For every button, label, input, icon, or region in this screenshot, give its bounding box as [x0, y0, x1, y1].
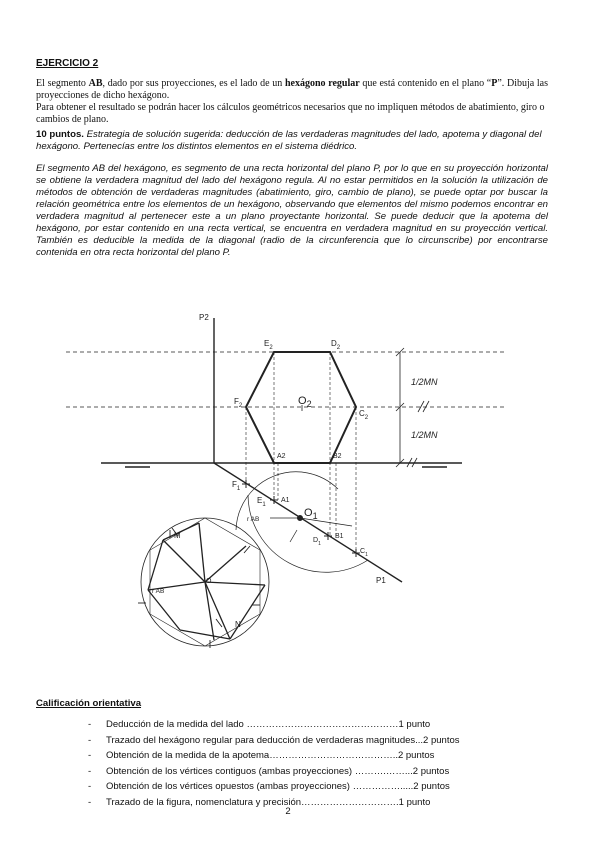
label-a1: A1	[281, 497, 290, 504]
label-f2: $F_2$	[234, 397, 243, 409]
grading-item: - Trazado de la figura, nomenclatura y precisión………………………….1 punto	[88, 795, 518, 811]
label-rab-small: r AB	[247, 516, 260, 523]
equal-mark	[423, 401, 429, 412]
grading-item: - Obtención de la medida de la apotema…………………………………..2 puntos	[88, 748, 518, 764]
label-f1: $F_1$	[232, 480, 241, 492]
page-number: 2	[285, 806, 291, 817]
label-c1: $C_1$	[360, 548, 368, 558]
hexagon-vertical-projection	[246, 352, 356, 463]
label-o1: $O_1$	[304, 507, 318, 521]
label-b1: B1	[335, 533, 344, 540]
label-c2: $C_2$	[359, 409, 369, 421]
label-a2: A2	[277, 453, 286, 460]
trace-p1	[214, 463, 402, 582]
label-d2: $D_2$	[331, 339, 341, 351]
exercise-heading: EJERCICIO 2	[36, 58, 99, 69]
o1-point	[298, 516, 303, 521]
strategy-text: Estrategia de solución sugerida: deducción de las verdaderas magnitudes del lado, apotema y diagonal del hexágono. Pertenecías entre los distintos elementos en el sistema diédrico.	[36, 129, 542, 152]
statement-plane: P	[491, 78, 498, 89]
statement-hexagon: hexágono regular	[284, 78, 360, 89]
statement-text: El segmento	[36, 78, 89, 89]
explanation-paragraph: El segmento AB del hexágono, es segmento de una recta horizontal del plano P, por lo que en su proyección horizontal se obtiene la verdadera magnitud del lado del hexágono regula. Al no estar permitidos en la solución la utilización de métodos de obtención de verdaderas magnitudes (abatimiento, giro, cambio de plano), se puede optar por buscar la relación geométrica entre los elementos de un hexágono, observando que elementos del mismo podemos encontrar en verdadera magnitud al pertenecer este a un plano proyectante horizontal. Se puede deducir que la apotema del hexágono, por estar contenido en una recta vertical, se encuentra en verdadera magnitud en su proyección vertical. También es deducible la medida de la diagonal (radio de la circunferencia que lo circunscribe) por encontrarse contenida en otra recta horizontal del plano P.	[36, 163, 548, 258]
grading-item: - Trazado del hexágono regular para deducción de verdaderas magnitudes...2 puntos	[88, 733, 518, 749]
label-p1: P1	[376, 576, 386, 585]
statement-text: ”. Dibuja las proyecciones de dicho hexágono.	[36, 78, 549, 101]
label-half-mn-bottom: 1/2MN	[411, 430, 438, 440]
label-rab-big: r AB	[152, 588, 165, 595]
statement-text: que está contenido en el plano “	[359, 78, 492, 89]
grading-item: - Deducción de la medida del lado …………………………………………1 punto	[88, 717, 518, 733]
label-n: N	[235, 620, 241, 629]
points-label: 10 puntos.	[36, 129, 84, 140]
grading-item: - Obtención de los vértices opuestos (ambas proyecciones) …………….....2 puntos	[88, 779, 518, 795]
grading-heading: Calificación orientativa	[36, 698, 142, 709]
arc-tick	[290, 530, 297, 542]
label-half-mn-top: 1/2MN	[411, 377, 438, 387]
label-p2: P2	[199, 313, 209, 322]
grading-item: - Obtención de los vértices contiguos (ambas proyecciones) ……….……...2 puntos	[88, 764, 518, 780]
statement-segment: AB	[88, 78, 103, 89]
label-m: M	[174, 531, 181, 540]
equal-mark	[418, 401, 424, 412]
label-d1: $D_1$	[313, 537, 321, 547]
statement-restriction: Para obtener el resultado se podrán hacer los cálculos geométricos necesarios que no impliquen métodos de abatimiento, giro o cambios de plano.	[36, 102, 545, 125]
label-e2: $E_2$	[264, 339, 273, 351]
label-o: O	[206, 578, 212, 585]
grading-list	[88, 717, 518, 811]
statement-text: , dado por sus proyecciones, es el lado de un	[102, 78, 285, 89]
label-b2: B2	[333, 453, 342, 460]
label-o2: $O_2$	[298, 395, 312, 409]
label-e1: $E_1$	[257, 496, 266, 508]
